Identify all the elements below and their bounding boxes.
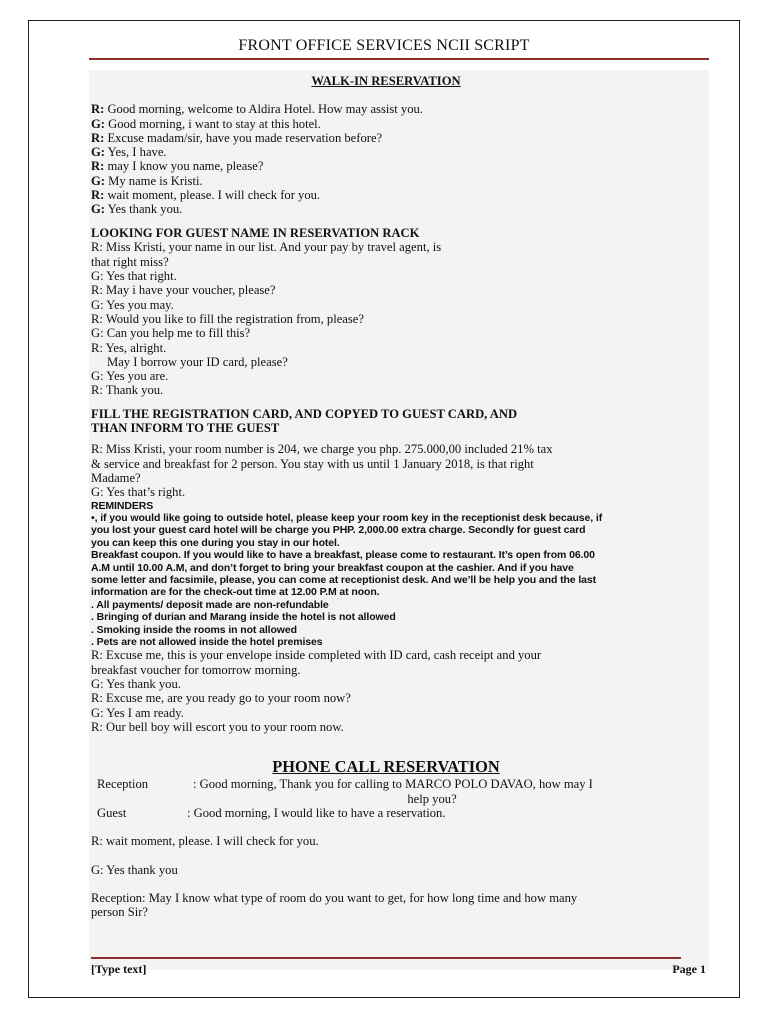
phone-title: PHONE CALL RESERVATION: [272, 757, 500, 777]
text-line: G: Yes you may.: [91, 297, 174, 312]
dialogue-line: G: My name is Kristi.: [91, 173, 203, 188]
reminder-line: . Bringing of durian and Marang inside the hotel is not allowed: [91, 611, 396, 624]
footer-rule: [91, 957, 681, 959]
text-line: that right miss?: [91, 254, 169, 269]
fill-heading: FILL THE REGISTRATION CARD, AND COPYED TO GUEST CARD, AND: [91, 406, 518, 421]
reminders-heading: REMINDERS: [91, 499, 154, 512]
text-line: G: Yes thank you.: [91, 676, 181, 691]
text-line: G: Yes that’s right.: [91, 485, 186, 500]
walkin-title: WALK-IN RESERVATION: [311, 74, 461, 88]
reception-line: : Good morning, Thank you for calling to MARCO POLO DAVAO, how may I: [193, 777, 593, 792]
spacer: [91, 849, 681, 863]
rack-heading: LOOKING FOR GUEST NAME IN RESERVATION RACK: [91, 225, 420, 240]
dialogue-line: R: wait moment, please. I will check for you.: [91, 188, 321, 203]
text-line: R: Yes, alright.: [91, 340, 167, 355]
guest-row: [91, 806, 681, 820]
text-line: R: Thank you.: [91, 383, 164, 398]
reminder-line: you lost your guest card hotel will be charge you PHP. 2,000.00 extra charge. Secondly for guest card: [91, 524, 586, 537]
reminder-line: . All payments/ deposit made are non-refundable: [91, 598, 329, 611]
text-line: person Sir?: [91, 905, 149, 920]
dialogue-line: R: may I know you name, please?: [91, 159, 264, 174]
walkin-dialogue: [91, 102, 681, 216]
text-line: Reception: May I know what type of room do you want to get, for how long time and how many: [91, 890, 578, 905]
page-title: FRONT OFFICE SERVICES NCII SCRIPT: [238, 37, 530, 54]
text-line: Madame?: [91, 470, 141, 485]
text-line: R: Miss Kristi, your room number is 204, we charge you php. 275.000,00 included 21% tax: [91, 442, 553, 457]
footer-placeholder: [Type text]: [91, 962, 147, 976]
text-line: R: Excuse me, are you ready go to your room now?: [91, 691, 351, 706]
reminder-line: some letter and facsimile, please, you can come at receptionist desk. And we’ll be help you and the last: [91, 573, 597, 586]
reception-label: Reception: [97, 777, 149, 792]
text-line: G: Yes I am ready.: [91, 705, 184, 720]
text-line: G: Yes that right.: [91, 269, 177, 284]
guest-line: : Good morning, I would like to have a reservation.: [187, 806, 446, 821]
reminder-line: . Pets are not allowed inside the hotel premises: [91, 635, 323, 648]
reception-line-cont: help you?: [407, 791, 457, 806]
text-line: G: Yes thank you: [91, 862, 178, 877]
document-content: [91, 72, 681, 920]
reminder-line: information are for the check-out time at 12.00 P.M at noon.: [91, 586, 380, 599]
text-line: R: wait moment, please. I will check for you.: [91, 834, 319, 849]
spacer: [91, 820, 681, 834]
fill-heading: THAN INFORM TO THE GUEST: [91, 420, 280, 435]
dialogue-line: G: Good morning, i want to stay at this hotel.: [91, 116, 321, 131]
dialogue-line: R: Good morning, welcome to Aldira Hotel. How may assist you.: [91, 102, 423, 117]
rack-lines: [91, 240, 681, 397]
reminder-line: •, if you would like going to outside hotel, please keep your room key in the receptionist desk because, if: [91, 511, 603, 524]
closing-lines: [91, 648, 681, 734]
spacer: [91, 877, 681, 891]
spacer: [91, 435, 681, 442]
dialogue-line: R: Excuse madam/sir, have you made reservation before?: [91, 130, 383, 145]
reminder-line: A.M until 10.00 A.M, and don’t forget to bring your breakfast coupon at the cashier. And if you have: [91, 561, 574, 574]
guest-label: Guest: [97, 806, 127, 821]
text-line: R: Miss Kristi, your name in our list. And your pay by travel agent, is: [91, 240, 442, 255]
page-number: Page 1: [672, 962, 706, 976]
text-line: May I borrow your ID card, please?: [107, 354, 288, 369]
reminder-line: you can keep this one during you stay in our hotel.: [91, 536, 340, 549]
dialogue-line: G: Yes thank you.: [91, 202, 183, 217]
reminder-line: . Smoking inside the rooms in not allowed: [91, 623, 297, 636]
dialogue-line: G: Yes, I have.: [91, 145, 167, 160]
text-line: R: Would you like to fill the registration from, please?: [91, 311, 364, 326]
text-line: & service and breakfast for 2 person. You stay with us until 1 January 2018, is that right: [91, 456, 534, 471]
fill-lines: [91, 442, 681, 499]
text-line: G: Can you help me to fill this?: [91, 326, 251, 341]
header-rule: [89, 58, 709, 60]
text-line: R: May i have your voucher, please?: [91, 283, 276, 298]
reminders-block: [91, 500, 681, 649]
text-line: breakfast voucher for tomorrow morning.: [91, 662, 301, 677]
text-line: R: Excuse me, this is your envelope inside completed with ID card, cash receipt and your: [91, 648, 542, 663]
text-line: R: Our bell boy will escort you to your room now.: [91, 719, 344, 734]
reminder-line: Breakfast coupon. If you would like to have a breakfast, please come to restaurant. It’s open from 06.00: [91, 549, 595, 562]
text-line: G: Yes you are.: [91, 369, 169, 384]
reception-row: [91, 777, 681, 791]
